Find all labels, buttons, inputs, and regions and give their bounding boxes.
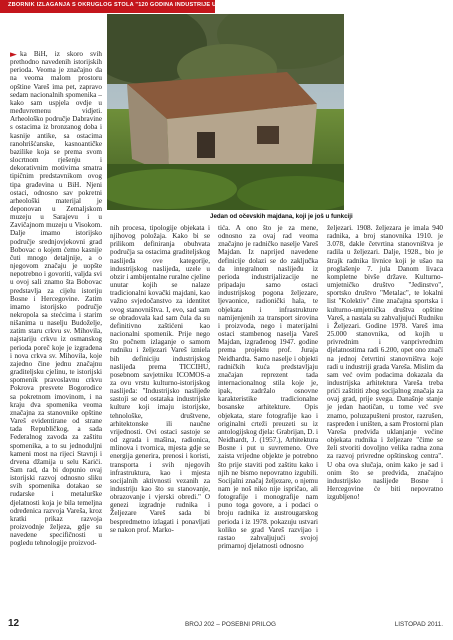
article-column-4: željezari. 1908. željezara je imala 940 radnika, a broj stanovnika 1910. je 3.078, dakle četvrtina stanovništva je radila u željezari. Dalje, 1928., bio je štrajk radnika livnice koji je ušao na proglašenje 7. jula Danom livaca kompletne bivše države. Kulturno-umjetničko društvo "Jedinstvo", sportsko društvo "Metalac", te lokalni list "Kolektiv" čine značajna sportska i kulturno-umjetnička društva opštine Vareš, a nastala su zahvaljujući Rudniku i Željezari. Godine 1978. Vareš ima 25.000 stanovnika, od kojih u privrednim i vanprivrednim djelatnostima radi 6.200, opet ono značí na jednoj četvrtini stanovništva koje radi u industriji grada Vareša. Mislim da sam već ovim podacima dokazala da industrijska arhitektura Vareša treba prići zaštititi zbog socijalnog značaja za ovaj grad, prije svega. Današnje stanje je jedan haotičan, u tome već sve znamo, poluzapušteni prostor, razrušen, raspređen i uništen, a sam Prostorni plan Vareša predviđa uklanjanje većine objekata rudnika i željezare "čime se želi stvoriti dovoljno velika radna zona za razvoj privredne opštinskog centra". U oba ova slučaja, onim kako je sad i onim što se predviđa, značajno industrijsko naslijeđe Bosne i Hercegovine će biti nepovratno izgubljeno! (327, 224, 444, 502)
header-bar (0, 0, 245, 13)
issue-date: LISTOPAD 2011. (394, 621, 443, 628)
photo-majdan (107, 14, 344, 210)
issue-label: BROJ 202 – POSEBNI PRILOG (185, 621, 276, 628)
page-footer (0, 618, 453, 630)
article-column-2: nih procesa, tipologije objekata i njihovog položaja. Kako bi se prilikom definiranja obuhvata područja sa ostacima graditeljskog naslijeđa ove kategorije, industrijskog naslijeđa, uzele u obzir i ambijentalne ruralne cjeline unutar kojih se nalaze tradicionalni kovački majdani, kao važno svjedočanstvo za identitet ovog stanovništva. I, evo, sad sam se obradovala kad sam čula da su definitivno zaštićeni kao nacionalni spomenik. Prije nego što počnem izlaganje o samom rudniku i željezari Vareš izniela bih definiciju industrijskog naslijeđa prema TICCIHU, posebnom savjetniku ICOMOS-a za ovu vrstu kulturno-istorijskog naslijeđa: "Industrijsko naslijeđe sastoji se od ostataka industrijske kulture koji imaju istorijske, tehnološke, društvene, arhitektonske ili naučne vrijednosti. Ovi ostaci sastoje se od zgrada i mašina, radionica, mlinova i tvornica, mjesta gdje se energija generira, prenosi i koristi, transporta i svih njegovih infrastruktura, kao i mjesta socijalnih aktivnosti vezanih za industriju kao što su stanovanje, obrazovanje i vjerski obredi." O genezi izgradnje rudnika i Željezare Vareš sada bi bespredmetno izlagati i ponavljati se nakon prof. Marko- (110, 224, 210, 534)
article-column-1: ka BiH, iz skoro svih prethodno navedenih istorijskih perioda. Veoma je značajno da na veoma malom prostoru opštine Vareš ima pet, zapravo sedam nacionalnih spomenika – kako sam uspjela ovdje u međuvremenu vidjeti. Arheološko područje Dabravine s ostacima iz bronzanog doba i kasnije antike, sa ostacima ranohrišćanske, kasnoantičke bazilike koja se prema svom slocrtnom rješenju i dekorativnim motivima smatra tipičnim predstavnikom ovog tipa građevina u BiH. Njeni ostaci, odnosno sav pokretni arheološki materijal je deponovan u Zemaljskom muzeju u Sarajevu i u Zavičajnom muzeju u Visokom. Dalje imamo istorijsko područje srednjovjekovni grad Bobovac o kojem ćemo kasnije čuti mnogo detaljnije, a o njegovom značaju je uopšte nepotrebno i govoriti, valjda svi u ovoj sali znamo šta Bobovac predstavlja za cijelu istoriju Bosne i Hercegovine. Zatim imamo istorijsko područje nekropola sa stećcima i starim nišanima u naselju Budoželje, zatim staru crkvu sv. Mihovila, najstariju crkvu iz osmanskog perioda poreč koje je izgrađena i nova crkva sv. Mihovila, koje zajedno čine jednu značajnu graditeljsku cjelinu, te istorijski spomenik pravoslavnu crkvu Pokrova presvete Bogorodice sa pokretnom imovinom, i na kraju dva spomenika veoma značajna za stanovnike opštine Vareš evidentirane od strane tada Republičkog, a sada Federalnog zavoda za zaštitu spomenika, a to su jednoduljni kameni most na rijeci Stavnji i drvena džamija u selu Karići. Sam rad, da bi dopunio ovaj istorijski razvoj odnosno sliku svih spomenika dotakao se rudarske i metalurške djelatnosti koja je bila temelјna određenica razvoja Varešа, kroz kratki prikaz razvoja proizvodnje željeza, gdje su navedene specifičnosti u pogledu tehnologije proizvod- (10, 50, 102, 548)
article-column-3: tića. A ono što je za mene, odnosno za ovaj rad veoma značajno je radničko naselje Vareš Majdan. Iz napriјed navedene definicije dolazi se do zaključka da integralnom naslijeđu iz perioda industrijalizacije ne pripadaju samo ostaci industrijskog pogona željezare, ljevaonice, radionički hala, te objekata i infrastrukture namijenjenih za transport sirovina i proizvoda, nego i materijalni ostaci stambenog naselja Vareš Majdan, izgrađenog 1947. godine prema projektu prof. Juraja Neidhardta. Samo naselje i objekti radničkih kuća predstavljaju značajan reprezent tada internacionalnog stila koje je, ipak, zadržalo osnovne karakteristike tradicionalne bosanske arhitekture. Opis objekata, stare fotografije kao i originalni crteži preuzeti su iz antologijskog djela: Grabrijan, D. i Neidhardt, J. (1957.), Arhitektura Bosne i put u suvremeno. Ove zaista vrijedne objekte je potrebno što prije staviti pod zaštitu kako i njih ne bismo nepovratno izgubili. Socijalni značaj željezare, o njemu nam je noš niko nije ispričao, ali fotografije i monografije nam puno toga govore, a i podaci o broju radnika iz austrougarskog perioda i iz 1978. pokazuju ustvari koliko se grad Vareš razvijao i rastao zahvaljujući svojoj primarnoj djelatnosti odnosno (218, 224, 318, 551)
photo-caption: Jedan od očevskih majdana, koji je još u funkciji (210, 213, 353, 220)
header-title: ZBORNIK IZLAGANJA S OKRUGLOG STOLA "120 GODINA INDUSTRIJE U VAREŠU" (8, 2, 245, 8)
article-start-marker: ► (10, 50, 17, 60)
photo-image (107, 14, 344, 210)
page-number: 12 (8, 618, 20, 629)
